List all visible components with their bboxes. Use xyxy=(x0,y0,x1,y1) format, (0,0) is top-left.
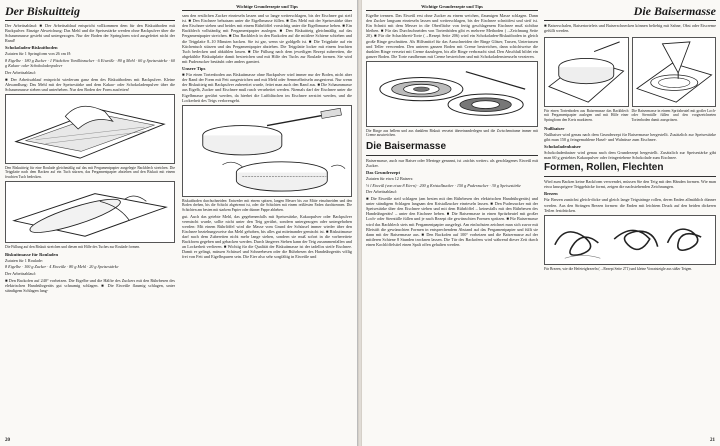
zutaten-label: Zutaten für 1 Springform von 26 cm Ø: xyxy=(5,51,72,57)
left-col-2 xyxy=(182,4,352,261)
title-rule xyxy=(5,20,175,21)
right-col-1 xyxy=(366,4,538,249)
illustration-rings xyxy=(367,62,537,126)
page-number-left: 20 xyxy=(5,438,10,443)
heading-grundrezept: Das Grundrezept xyxy=(366,169,400,175)
caption-figure-2: Die Füllung auf den Biskuit streichen und diesen mit Hilfe des Tuches zur Roulade formen. xyxy=(5,245,141,250)
illustration-roulade xyxy=(6,182,174,242)
nuss-text: Nußbaiser wird genau nach dem Grundrezept für Baisermasse hergestellt. Zusätzlich zur Speisestärke gibt man 150 g feingemahlene Hasel- und Walnüsse zum Eischnee. xyxy=(544,131,716,142)
ablauf2-label: Der Arbeitsablauf: xyxy=(5,271,37,276)
heading-brezen: Brezen xyxy=(544,191,558,197)
left-col2-text-b: gut. Auch das geiebte Mehl, das gegebenenfalls mit Speisestärke, Kakaopulver oder Backpulver vermischt wurde, sollte nicht unter den Teig gerührt, sondern untergezogen oder untergehoben werden: Mit einem Rührlöffel wird die Masse vom Grund der Schüssel immer wieder über den Eischnee beziehungsweise das Mehl gehoben, bis alles gut miteinander gemischt ist. ■ Biskuitmasse darf nach dem Zubereiten nicht mehr lange stehen, sondern sie muß sofort in die vorbereitete Backform gegeben und gebacken werden. Durch längeres Stehen kann der Teig zusammenfallen und an Lockerheit verlieren. ■ Wichtig für die Qualität der Biskuitmasse ist der tadellos steife Eischnee. Damit er gelingt, müssen Schüssel und Schneebesen oder die Rührbesen des Handrührgeräts völlig frei von Fett und Eigelbspuren sein. Die Eier also sehr sorgfältig in Eiweiße und xyxy=(182,213,352,260)
schoko-text: Schokoladenbaiser wird genau nach dem Grundrezept hergestellt. Zusätzlich zur Speisestärke gibt man 60 g gesiebtes Kakaopulver oder feingeriebene Schokolade zum Eischnee. xyxy=(544,149,716,161)
left-page xyxy=(0,0,358,446)
baiser-bullets: ■ Baiserschalen, Baisertortelets und Baiserschnecken können beliebig mit Sahne, Obst oder Eiscreme gefüllt werden. xyxy=(544,23,716,34)
section-title-baisermasse: Die Baisermasse xyxy=(366,140,447,152)
figure-rings xyxy=(366,61,538,127)
zutaten-roulade-list: 8 Eigelbe · 100 g Zucker · 4 Eiweiße · 80 g Mehl · 20 g Speisestärke xyxy=(5,264,119,270)
zutaten-grund-label: Zutaten für etwa 12 Baisers: xyxy=(366,176,414,182)
intro-paragraph: Der Arbeitsablauf: ■ Der Arbeitsablauf entspricht vollkommen dem für den Biskuitboden mit Backpulver. Einzige Abweichung: Das Mehl und die Speisestärke werden ohne Backpulver über die Schaummasse gesiebt und untergezogen. Nur der Boden der Springform wird ausgefettet nicht der Rand! xyxy=(5,23,175,44)
section-rule xyxy=(366,155,538,156)
ablauf-baiser-label: Der Arbeitsablauf: xyxy=(366,189,398,195)
formen-rule xyxy=(544,176,716,177)
section-title-formen: Formen, Rollen, Flechten xyxy=(544,162,664,174)
section-title-biskuitteig: Der Biskuitteig xyxy=(5,4,81,18)
formen-text: Wird zum Backen keine Backform verwendet, müssen Sie den Teig mit den Händen formen. Wie man etwa knusprigere Teiggebäcke formt, zeigen die nachstehenden Zeichnungen. xyxy=(544,179,716,190)
intro-baiser: Baisermasse, auch nur Baiser oder Meringe genannt, ist «nichts weiter» als geschlagenes Eiweiß mit Zucker. xyxy=(366,157,538,168)
illustration-cutting-cake xyxy=(183,106,351,196)
zutaten-list: 8 Eigelbe · 180 g Zucker · 1 Päckchen Vanillinzucker · 6 Eiweiße · 80 g Mehl · 60 g Speisestärke · 60 g Kakao- oder Schokoladenpulver xyxy=(5,58,175,69)
right-col-2 xyxy=(544,4,716,273)
title-rule-right xyxy=(544,20,716,21)
ablauf-label: Der Arbeitsablauf: xyxy=(5,69,37,75)
heading-schoko-boden: Schokoladen-Biskuitboden xyxy=(5,45,58,51)
caption-figure-6: Für Brezen, wie die Hefeteigbrezeln (→Rezept Seite 271) und kleine Vorratsteigle aus süßer Teigen. xyxy=(544,266,693,271)
left-col2-text-a: sam den restlichen Zucker einrieseln lassen und so lange weiterschlagen, bis der Eischnee gut steif ist. ■ Den Eischnee behutsam unter die Eigelbmasse füllen. ■ Das Mehl mit der Speisestärke über den Eischnee sieben und beides mit einem Rührlöffel vorsichtig unter die Eigelbmasse heben. ■ Ein Backblech vollständig mit Pergamentpapier auslegen. ■ Den Biskuitteig gleichmäßig auf das Pergamentpapier streichen. ■ Das Backblech in den Backofen auf die mittlere Schiene schieben und die Teigplatte 8–10 Minuten backen. Sie ist gar, wenn sie goldgelb ist. ■ Die Teigplatte auf ein Küchentuch stürzen und das Pergamentpapier abziehen. Die Teigplatte locker mit einem feuchten Tuch bedecken und abkühlen lassen. ■ Die Füllung nach dem jeweiligen Rezept zubereiten, die abgekühlte Biskuitplatte damit bestreichen und mit Hilfe des Tuchs zur Roulade formen. Sie wird mit Puderzucker bestäubt oder anders garniert. xyxy=(182,13,352,64)
figure-roll-roulade xyxy=(5,181,175,243)
figure-spread-batter xyxy=(5,94,175,164)
left-col-1 xyxy=(5,4,175,295)
zutaten-grund-list: ½ l Eiweiß (von etwa 8 Eiern) · 200 g Kristallzucker · 150 g Puderzucker · 30 g Speisestärke xyxy=(366,182,521,188)
illustration-piping-bag xyxy=(633,38,716,106)
figure-cut-layers xyxy=(182,105,352,197)
running-head-right: Wichtige Grundrezepte und Tips xyxy=(366,4,538,11)
tips-text: ■ Für einen Tortenboden aus Biskuitmasse ohne Backpulver wird immer nur der Boden, nicht aber der Rand der Form mit Fett ausgestrichen und mit Mehl oder Semmelbröseln ausgestreut. Nur wenn der Biskuitteig mit Backpulver zubereitet wurde, fettet man auch den Rand aus. ■ Die Schaummasse aus Eigelb, Zucker und Eischnee muß rasch verarbeitet werden. Niemals darf der Eischnee unter die Eigelbmasse gerührt werden, da hierbei die Luftbläschen im Eischnee zerstört werden, und die Lockerheit des Teigs verlorengeht. xyxy=(182,72,352,103)
figure-pair xyxy=(544,35,716,124)
illustration-baking-sheet xyxy=(6,95,174,163)
figure-mark-circle xyxy=(544,37,629,107)
title-baisermasse: Die Baisermasse xyxy=(633,4,716,18)
figure-brezen xyxy=(544,215,716,265)
zutaten-roulade-label: Zutaten für 1 Roulade: xyxy=(5,257,44,263)
caption-figure-5a: Für einen Tortenboden aus Baisermasse das Backblech mit Pergamentpapier auslegen und mit Hilfe einer Springform den Kreis markieren. xyxy=(544,108,629,122)
caption-figure-3: Biskuitboden durchschneiden: Entweder mit einem spitzen, langen Messer bis zur Mitte einschneiden und den Boden drehen, bis die Schicht abgetrennt ist, oder die Schichten mit einem reißfesten Faden durchtrennen. Die Schichten am besten mit starkem Papier oder dünner Pappe abheben. xyxy=(182,198,352,212)
ablauf-text: ■ Der Arbeitsablauf entspricht wiederum ganz dem des Biskuitbodens mit Backpulver. Kleine Abwandlung: Das Mehl mit der Speisestärke und dem Kakao- oder Schokoladenpulver über die Schaummasse sieben und unterheben. Nur den Boden der Form ausfetten! xyxy=(5,76,175,92)
right-col1-text-a: Eigelbe trennen. Das Eiweiß erst ohne Zucker zu einem weichen, flaumigen Masse schlagen. Dann den Zucker langsam einrieseln lassen und weiterschlagen, bis der Eischnee schnittfest und steif ist. Ein Schnitt mit dem Messer in die Oberfläche von fertig geschlagenem Eischnee muß sichtbar bleiben. ■ Für das Durchschneiden von Tortenböden gibt es mehrere Methoden (→Zeichnung Seite 20). ■ Für die Schachbrett-Torte (→Rezept Seite 206) wird ein Schokoladen-Biskuitboden in gleich große Ringe geschnitten. Als Hilfsmittel für das Ausschneiden der Ringe Gläser, Tassen, Untertassen und Teller verwenden. Den unteren ganzen Boden mit Creme bestreichen, dann schichtweise die dunklen Ringe versetzt mit Creme dazulegen, bis alle Ringe verbraucht sind. Den Abschluß bildet ein ganzer Boden. Die Torte rundherum mit Creme bestreichen und mit Schokoladenstreuseln verzieren. xyxy=(366,13,538,59)
caption-figure-5b: Die Baisermasse in einem Spritzbeutel mit großer Loch- oder Sterntülle füllen und den vorgezeichneten Tortenboden damit ausspritzen. xyxy=(631,108,716,122)
running-head-left: Wichtige Grundrezepte und Tips xyxy=(182,4,352,11)
right-page xyxy=(362,0,720,446)
caption-figure-1: Den Biskuitteig für eine Roulade gleichmäßig auf das mit Pergamentpapier ausgelegte Backblech streichen. Die Teigplatte nach dem Backen auf ein Tuch stürzen, das Pergamentpapier abziehen und den Biskuit mit einem feuchten Tuch bedecken. xyxy=(5,165,175,179)
page-number-right: 21 xyxy=(710,438,715,443)
illustration-springform xyxy=(545,38,628,106)
heading-roulade: Biskuitmasse für Rouladen xyxy=(5,251,59,257)
figure-pipe-baiser xyxy=(632,37,717,107)
figure-5b-wrap xyxy=(632,35,717,124)
illustration-pretzels xyxy=(545,216,715,264)
ablauf2-text: ■ Den Backofen auf 240° vorheizen. Die Eigelbe und die Hälfte des Zuckers mit den Rührbesen des elektrischen Handrührgeräts gut schaumig schlagen. ■ Die Eiweiße flaumig schlagen, unter ständigem Schlagen lang- xyxy=(5,277,175,293)
caption-figure-4: Die Ringe aus hellem und aus dunklem Biskuit versetzt übereinanderlegen und die Zwischenräume immer mit Creme ausstreichen. xyxy=(366,128,538,138)
heading-nussbaiser: Nußbaiser xyxy=(544,125,565,131)
heading-schokobaiser: Schokoladenbaiser xyxy=(544,143,582,149)
heading-unsere-tips: Unsere Tips xyxy=(182,66,206,72)
figure-5a-wrap xyxy=(544,35,629,124)
brezen-text: Für Brezen zunächst gleich-dicke und gleich lange Teigstränge rollen, deren Enden allmählich dünner werden. Aus den Strängen Brezen formen: die Enden mit leichtem Druck auf den beiden dickeren Teilen festdrücken. xyxy=(544,197,716,213)
ablauf-baiser-text: ■ Die Eiweiße steif schlagen (am besten mit den Rührbesen des elektrischen Handrührgeräts) und unter ständigem Schlagen langsam den Kristallzucker einrieseln lassen. ■ Den Puderzucker mit der Speisestärke über den Eischnee sieben und mit dem Rührlöffel – keinesfalls mit den Rührbesen des Handrührgeräts! – unter den Eischnee heben. ■ Die Baisermasse in einen Spritzbeutel mit großer Loch- oder Sterntülle füllen und je nach Rezept die gewünschten Formen spritzen. ■ Für Baisermasse wird das Backblech stets mit Pergamentpapier ausgelegt. Am einfachsten zeichnet man sich zuvor mit Bleistift die gewünschten Formen in entsprechendem Abstand auf das Pergamentpapier und füllt sie dann mit der Baisermasse aus. ■ Den Backofen auf 100° vorheizen und die Baisermasse auf der mittleren Schiene 8 Stunden trocknen lassen. Die Tür des Backofens wird während dieser Zeit durch einen Kochlöffelstiel einen Spalt offen gehalten werden. xyxy=(366,196,538,247)
